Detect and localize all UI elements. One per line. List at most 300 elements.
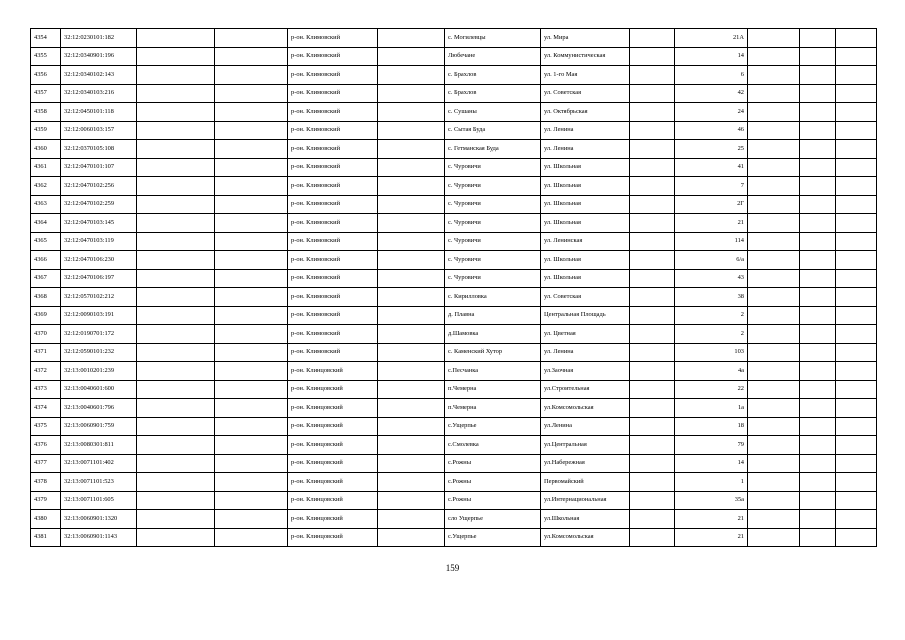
empty-cell xyxy=(836,84,877,103)
empty-cell xyxy=(748,195,800,214)
empty-cell xyxy=(748,454,800,473)
district-cell: р-он. Климовский xyxy=(288,66,378,85)
street-cell: ул.Комсомольская xyxy=(541,528,630,547)
cadastral-number-cell: 32:13:0071101:605 xyxy=(61,491,137,510)
cadastral-number-cell: 32:13:0040601:796 xyxy=(61,399,137,418)
empty-cell xyxy=(137,251,215,270)
empty-cell xyxy=(800,417,836,436)
street-cell: ул.Строительная xyxy=(541,380,630,399)
empty-cell xyxy=(137,214,215,233)
empty-cell xyxy=(630,528,675,547)
cadastral-number-cell: 32:13:0060901:759 xyxy=(61,417,137,436)
house-number-cell: 6/а xyxy=(675,251,748,270)
empty-cell xyxy=(378,84,445,103)
empty-cell xyxy=(836,177,877,196)
empty-cell xyxy=(748,343,800,362)
table-row xyxy=(31,325,877,344)
street-cell: ул.Интернациональная xyxy=(541,491,630,510)
locality-cell: с. Брахлов xyxy=(445,84,541,103)
street-cell: ул. Ленинская xyxy=(541,232,630,251)
registry-body xyxy=(31,29,877,547)
empty-cell xyxy=(836,195,877,214)
table-row xyxy=(31,306,877,325)
empty-cell xyxy=(630,510,675,529)
empty-cell xyxy=(137,380,215,399)
cadastral-number-cell: 32:12:0060103:157 xyxy=(61,121,137,140)
empty-cell xyxy=(137,29,215,48)
table-row xyxy=(31,362,877,381)
row-number-cell: 4370 xyxy=(31,325,61,344)
table-row xyxy=(31,195,877,214)
empty-cell xyxy=(748,140,800,159)
street-cell: ул. Школьная xyxy=(541,214,630,233)
cadastral-number-cell: 32:12:0340901:196 xyxy=(61,47,137,66)
empty-cell xyxy=(836,29,877,48)
table-row xyxy=(31,66,877,85)
cadastral-number-cell: 32:12:0470106:197 xyxy=(61,269,137,288)
empty-cell xyxy=(800,84,836,103)
row-number-cell: 4366 xyxy=(31,251,61,270)
empty-cell xyxy=(800,436,836,455)
house-number-cell: 18 xyxy=(675,417,748,436)
locality-cell: с. Чуровичи xyxy=(445,158,541,177)
empty-cell xyxy=(630,306,675,325)
empty-cell xyxy=(836,343,877,362)
locality-cell: с.Рожны xyxy=(445,473,541,492)
empty-cell xyxy=(215,454,288,473)
house-number-cell: 21 xyxy=(675,528,748,547)
empty-cell xyxy=(836,491,877,510)
cadastral-number-cell: 32:12:0470103:145 xyxy=(61,214,137,233)
empty-cell xyxy=(137,528,215,547)
locality-cell: с. Сытая Буда xyxy=(445,121,541,140)
empty-cell xyxy=(378,380,445,399)
house-number-cell: 24 xyxy=(675,103,748,122)
empty-cell xyxy=(137,436,215,455)
empty-cell xyxy=(378,121,445,140)
row-number-cell: 4361 xyxy=(31,158,61,177)
empty-cell xyxy=(137,47,215,66)
empty-cell xyxy=(630,29,675,48)
locality-cell: с. Могилевцы xyxy=(445,29,541,48)
row-number-cell: 4365 xyxy=(31,232,61,251)
empty-cell xyxy=(137,177,215,196)
locality-cell: с. Чуровичи xyxy=(445,251,541,270)
cadastral-number-cell: 32:12:0450101:118 xyxy=(61,103,137,122)
table-row xyxy=(31,269,877,288)
house-number-cell: 25 xyxy=(675,140,748,159)
street-cell: ул. Школьная xyxy=(541,158,630,177)
empty-cell xyxy=(137,325,215,344)
empty-cell xyxy=(800,158,836,177)
empty-cell xyxy=(748,436,800,455)
empty-cell xyxy=(748,399,800,418)
empty-cell xyxy=(215,288,288,307)
district-cell: р-он. Климовский xyxy=(288,84,378,103)
locality-cell: п.Чемерна xyxy=(445,380,541,399)
empty-cell xyxy=(378,399,445,418)
cadastral-number-cell: 32:12:0340103:216 xyxy=(61,84,137,103)
empty-cell xyxy=(748,251,800,270)
empty-cell xyxy=(630,214,675,233)
empty-cell xyxy=(378,232,445,251)
street-cell: ул. Ленина xyxy=(541,343,630,362)
empty-cell xyxy=(800,491,836,510)
table-row xyxy=(31,380,877,399)
locality-cell: п.Чемерна xyxy=(445,399,541,418)
empty-cell xyxy=(836,214,877,233)
empty-cell xyxy=(215,66,288,85)
empty-cell xyxy=(800,269,836,288)
house-number-cell: 4а xyxy=(675,362,748,381)
street-cell: ул. Школьная xyxy=(541,251,630,270)
row-number-cell: 4364 xyxy=(31,214,61,233)
locality-cell: с.Смолевка xyxy=(445,436,541,455)
empty-cell xyxy=(836,269,877,288)
empty-cell xyxy=(748,510,800,529)
locality-cell: д. Плавна xyxy=(445,306,541,325)
house-number-cell: 42 xyxy=(675,84,748,103)
district-cell: р-он. Климовский xyxy=(288,103,378,122)
address-registry-table xyxy=(30,28,877,547)
district-cell: р-он. Климовский xyxy=(288,306,378,325)
empty-cell xyxy=(748,491,800,510)
table-row xyxy=(31,417,877,436)
cadastral-number-cell: 32:12:0470103:119 xyxy=(61,232,137,251)
house-number-cell: 103 xyxy=(675,343,748,362)
house-number-cell: 7 xyxy=(675,177,748,196)
empty-cell xyxy=(630,399,675,418)
empty-cell xyxy=(137,158,215,177)
empty-cell xyxy=(215,158,288,177)
row-number-cell: 4362 xyxy=(31,177,61,196)
empty-cell xyxy=(800,214,836,233)
locality-cell: с. Кирилловка xyxy=(445,288,541,307)
empty-cell xyxy=(748,29,800,48)
empty-cell xyxy=(836,158,877,177)
empty-cell xyxy=(215,140,288,159)
table-row xyxy=(31,251,877,270)
house-number-cell: 1а xyxy=(675,399,748,418)
row-number-cell: 4375 xyxy=(31,417,61,436)
empty-cell xyxy=(800,47,836,66)
empty-cell xyxy=(630,362,675,381)
house-number-cell: 14 xyxy=(675,454,748,473)
row-number-cell: 4371 xyxy=(31,343,61,362)
street-cell: Центральная Площадь xyxy=(541,306,630,325)
empty-cell xyxy=(630,325,675,344)
empty-cell xyxy=(836,121,877,140)
empty-cell xyxy=(630,491,675,510)
table-row xyxy=(31,343,877,362)
cadastral-number-cell: 32:12:0190701:172 xyxy=(61,325,137,344)
empty-cell xyxy=(800,288,836,307)
empty-cell xyxy=(137,306,215,325)
row-number-cell: 4355 xyxy=(31,47,61,66)
house-number-cell: 22 xyxy=(675,380,748,399)
empty-cell xyxy=(630,84,675,103)
district-cell: р-он. Клинцовский xyxy=(288,491,378,510)
empty-cell xyxy=(215,491,288,510)
empty-cell xyxy=(215,417,288,436)
district-cell: р-он. Климовский xyxy=(288,121,378,140)
table-row xyxy=(31,214,877,233)
table-row xyxy=(31,84,877,103)
empty-cell xyxy=(378,158,445,177)
row-number-cell: 4356 xyxy=(31,66,61,85)
locality-cell: с. Чуровичи xyxy=(445,214,541,233)
street-cell: ул.Центральная xyxy=(541,436,630,455)
locality-cell: с. Чуровичи xyxy=(445,177,541,196)
street-cell: ул.Комсомольская xyxy=(541,399,630,418)
row-number-cell: 4377 xyxy=(31,454,61,473)
cadastral-number-cell: 32:12:0090103:191 xyxy=(61,306,137,325)
district-cell: р-он. Климовский xyxy=(288,214,378,233)
table-row xyxy=(31,29,877,48)
house-number-cell: 21 xyxy=(675,214,748,233)
empty-cell xyxy=(137,491,215,510)
empty-cell xyxy=(748,269,800,288)
empty-cell xyxy=(215,103,288,122)
district-cell: р-он. Климовский xyxy=(288,195,378,214)
row-number-cell: 4354 xyxy=(31,29,61,48)
house-number-cell: 2 xyxy=(675,325,748,344)
empty-cell xyxy=(630,232,675,251)
empty-cell xyxy=(836,251,877,270)
empty-cell xyxy=(630,251,675,270)
table-row xyxy=(31,491,877,510)
table-row xyxy=(31,103,877,122)
table-row xyxy=(31,510,877,529)
empty-cell xyxy=(215,343,288,362)
empty-cell xyxy=(836,528,877,547)
empty-cell xyxy=(378,140,445,159)
row-number-cell: 4363 xyxy=(31,195,61,214)
table-row xyxy=(31,158,877,177)
empty-cell xyxy=(630,473,675,492)
row-number-cell: 4367 xyxy=(31,269,61,288)
empty-cell xyxy=(215,84,288,103)
empty-cell xyxy=(800,343,836,362)
table-row xyxy=(31,121,877,140)
empty-cell xyxy=(630,103,675,122)
empty-cell xyxy=(748,473,800,492)
district-cell: р-он. Клинцовский xyxy=(288,362,378,381)
street-cell: ул.Заочная xyxy=(541,362,630,381)
empty-cell xyxy=(800,325,836,344)
empty-cell xyxy=(748,325,800,344)
district-cell: р-он. Клинцовский xyxy=(288,380,378,399)
locality-cell: с. Чуровичи xyxy=(445,269,541,288)
empty-cell xyxy=(137,195,215,214)
locality-cell: с. Каменский Хутор xyxy=(445,343,541,362)
street-cell: ул. Школьная xyxy=(541,177,630,196)
empty-cell xyxy=(800,29,836,48)
district-cell: р-он. Климовский xyxy=(288,177,378,196)
district-cell: р-он. Клинцовский xyxy=(288,417,378,436)
row-number-cell: 4378 xyxy=(31,473,61,492)
street-cell: ул. Мира xyxy=(541,29,630,48)
empty-cell xyxy=(800,510,836,529)
empty-cell xyxy=(215,306,288,325)
cadastral-number-cell: 32:12:0470102:256 xyxy=(61,177,137,196)
empty-cell xyxy=(137,417,215,436)
empty-cell xyxy=(215,121,288,140)
cadastral-number-cell: 32:13:0010201:239 xyxy=(61,362,137,381)
row-number-cell: 4374 xyxy=(31,399,61,418)
locality-cell: д.Шамовка xyxy=(445,325,541,344)
empty-cell xyxy=(748,214,800,233)
locality-cell: с. Гетманская Буда xyxy=(445,140,541,159)
empty-cell xyxy=(836,454,877,473)
house-number-cell: 35а xyxy=(675,491,748,510)
empty-cell xyxy=(748,528,800,547)
empty-cell xyxy=(630,454,675,473)
row-number-cell: 4372 xyxy=(31,362,61,381)
empty-cell xyxy=(800,380,836,399)
cadastral-number-cell: 32:12:0590101:232 xyxy=(61,343,137,362)
cadastral-number-cell: 32:13:0071101:523 xyxy=(61,473,137,492)
empty-cell xyxy=(836,103,877,122)
empty-cell xyxy=(215,528,288,547)
empty-cell xyxy=(215,195,288,214)
empty-cell xyxy=(748,306,800,325)
empty-cell xyxy=(378,417,445,436)
district-cell: р-он. Клинцовский xyxy=(288,454,378,473)
house-number-cell: 79 xyxy=(675,436,748,455)
empty-cell xyxy=(630,417,675,436)
empty-cell xyxy=(800,177,836,196)
empty-cell xyxy=(378,269,445,288)
empty-cell xyxy=(836,380,877,399)
street-cell: ул. Советская xyxy=(541,84,630,103)
row-number-cell: 4369 xyxy=(31,306,61,325)
cadastral-number-cell: 32:13:0060901:1320 xyxy=(61,510,137,529)
empty-cell xyxy=(836,47,877,66)
empty-cell xyxy=(215,473,288,492)
street-cell: ул. Ленина xyxy=(541,140,630,159)
house-number-cell: 21А xyxy=(675,29,748,48)
district-cell: р-он. Клинцовский xyxy=(288,399,378,418)
locality-cell: с.Песчанка xyxy=(445,362,541,381)
street-cell: ул. Советская xyxy=(541,288,630,307)
empty-cell xyxy=(800,251,836,270)
empty-cell xyxy=(630,343,675,362)
empty-cell xyxy=(836,436,877,455)
district-cell: р-он. Климовский xyxy=(288,343,378,362)
empty-cell xyxy=(836,66,877,85)
cadastral-number-cell: 32:12:0470101:107 xyxy=(61,158,137,177)
district-cell: р-он. Климовский xyxy=(288,288,378,307)
empty-cell xyxy=(630,158,675,177)
row-number-cell: 4380 xyxy=(31,510,61,529)
row-number-cell: 4376 xyxy=(31,436,61,455)
locality-cell: с. Брахлов xyxy=(445,66,541,85)
table-row xyxy=(31,232,877,251)
empty-cell xyxy=(800,195,836,214)
empty-cell xyxy=(748,121,800,140)
row-number-cell: 4373 xyxy=(31,380,61,399)
empty-cell xyxy=(378,436,445,455)
table-row xyxy=(31,473,877,492)
row-number-cell: 4379 xyxy=(31,491,61,510)
locality-cell: Любечане xyxy=(445,47,541,66)
table-row xyxy=(31,47,877,66)
empty-cell xyxy=(378,103,445,122)
row-number-cell: 4368 xyxy=(31,288,61,307)
empty-cell xyxy=(748,362,800,381)
locality-cell: с. Чуровичи xyxy=(445,195,541,214)
empty-cell xyxy=(630,66,675,85)
empty-cell xyxy=(215,29,288,48)
empty-cell xyxy=(800,399,836,418)
empty-cell xyxy=(378,510,445,529)
street-cell: ул. Школьная xyxy=(541,269,630,288)
empty-cell xyxy=(378,47,445,66)
empty-cell xyxy=(137,269,215,288)
cadastral-number-cell: 32:12:0470102:259 xyxy=(61,195,137,214)
empty-cell xyxy=(378,473,445,492)
house-number-cell: 46 xyxy=(675,121,748,140)
empty-cell xyxy=(748,232,800,251)
empty-cell xyxy=(137,103,215,122)
district-cell: р-он. Климовский xyxy=(288,325,378,344)
empty-cell xyxy=(836,325,877,344)
district-cell: р-он. Клинцовский xyxy=(288,473,378,492)
empty-cell xyxy=(748,417,800,436)
empty-cell xyxy=(748,84,800,103)
street-cell: ул. Цветная xyxy=(541,325,630,344)
row-number-cell: 4357 xyxy=(31,84,61,103)
empty-cell xyxy=(630,140,675,159)
district-cell: р-он. Климовский xyxy=(288,47,378,66)
street-cell: ул.Набережная xyxy=(541,454,630,473)
locality-cell: с.Ущерпье xyxy=(445,417,541,436)
district-cell: р-он. Климовский xyxy=(288,269,378,288)
empty-cell xyxy=(215,325,288,344)
table-row xyxy=(31,436,877,455)
table-row xyxy=(31,399,877,418)
empty-cell xyxy=(630,195,675,214)
table-row xyxy=(31,454,877,473)
empty-cell xyxy=(378,306,445,325)
district-cell: р-он. Клинцовский xyxy=(288,510,378,529)
street-cell: ул. 1-го Мая xyxy=(541,66,630,85)
empty-cell xyxy=(215,399,288,418)
street-cell: ул. Коммунистическая xyxy=(541,47,630,66)
empty-cell xyxy=(378,454,445,473)
empty-cell xyxy=(836,399,877,418)
empty-cell xyxy=(800,528,836,547)
locality-cell: с.Ущерпье xyxy=(445,528,541,547)
empty-cell xyxy=(378,214,445,233)
empty-cell xyxy=(137,454,215,473)
empty-cell xyxy=(748,103,800,122)
empty-cell xyxy=(215,47,288,66)
empty-cell xyxy=(137,362,215,381)
empty-cell xyxy=(836,417,877,436)
empty-cell xyxy=(215,232,288,251)
empty-cell xyxy=(378,66,445,85)
cadastral-number-cell: 32:13:0080301:811 xyxy=(61,436,137,455)
street-cell: ул.Ленина xyxy=(541,417,630,436)
empty-cell xyxy=(215,436,288,455)
house-number-cell: 1 xyxy=(675,473,748,492)
empty-cell xyxy=(215,177,288,196)
locality-cell: с.Рожны xyxy=(445,491,541,510)
empty-cell xyxy=(137,84,215,103)
district-cell: р-он. Климовский xyxy=(288,251,378,270)
